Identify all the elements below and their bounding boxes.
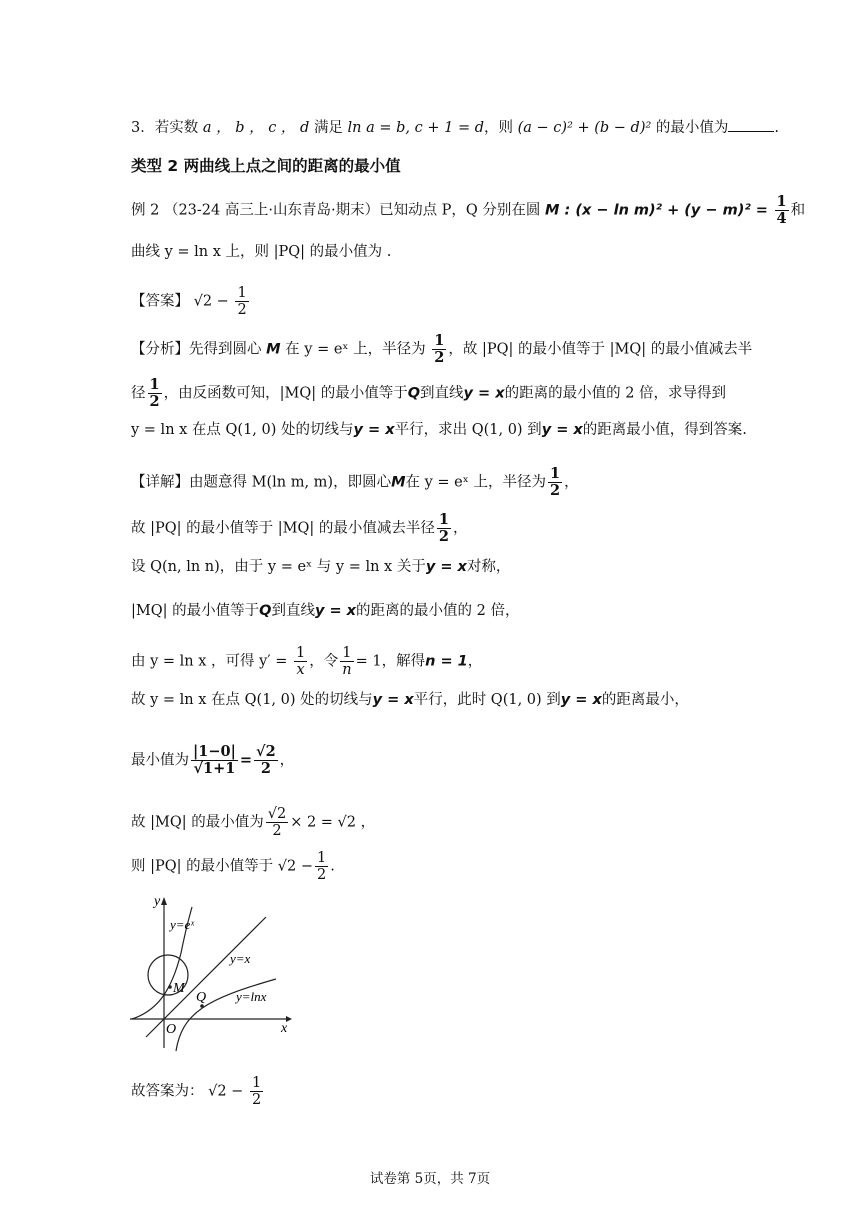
half-den: 2 bbox=[550, 482, 561, 499]
detail-l9end: . bbox=[330, 858, 335, 875]
detail-l6a: 故 y = ln x 在点 Q(1, 0) 处的切线与 bbox=[131, 692, 373, 708]
analysis-l3b: y = x bbox=[353, 422, 395, 438]
y-axis-label: y bbox=[154, 894, 161, 909]
detail-l6b: y = x bbox=[372, 692, 414, 708]
x-axis-label: x bbox=[281, 1021, 288, 1036]
detail-line3 bbox=[131, 557, 510, 577]
analysis-line3 bbox=[131, 420, 747, 440]
half-fraction bbox=[437, 512, 451, 545]
example-2-line2: 曲线 y = ln x 上，则 |PQ| 的最小值为 . bbox=[131, 244, 392, 260]
detail-l1a: 由题意得 M(ln m, m)，即圆心 bbox=[189, 474, 392, 491]
half-den: 2 bbox=[316, 867, 327, 883]
half-fraction bbox=[148, 377, 162, 410]
ex2-and: 和 bbox=[790, 202, 806, 219]
origin-label: O bbox=[166, 1022, 177, 1037]
final-fraction bbox=[250, 1075, 263, 1108]
point-M-label: M bbox=[173, 981, 185, 996]
distance-num: |1−0| bbox=[193, 743, 236, 760]
detail-l5e: ， bbox=[467, 653, 483, 670]
analysis-l1a: 先得到圆心 bbox=[189, 341, 262, 358]
detail-l3b: y = x bbox=[425, 559, 467, 575]
half-fraction bbox=[432, 333, 446, 366]
half-num: 1 bbox=[550, 465, 561, 482]
half-num: 1 bbox=[434, 332, 445, 349]
detail-l4d: y = x bbox=[314, 603, 357, 619]
page-footer: 试卷第 5页，共 7页 bbox=[369, 1171, 491, 1187]
oon-den: n bbox=[342, 662, 352, 678]
detail-l6d: y = x bbox=[560, 692, 602, 708]
q3-then: ，则 bbox=[484, 120, 514, 136]
circle-num: 1 bbox=[776, 193, 787, 210]
one-over-n-fraction bbox=[340, 645, 353, 678]
point-Q-label: Q bbox=[196, 990, 207, 1005]
q3-vars: a ， b ， c ， d bbox=[202, 120, 310, 136]
answer-blank bbox=[728, 117, 774, 132]
ex2-text: 例 2 （23-24 高三上·山东青岛·期末）已知动点 P，Q 分别在圆 bbox=[131, 202, 541, 219]
analysis-l2f: 的距离的最小值的 2 倍，求导得到 bbox=[504, 385, 727, 402]
analysis-label: 【分析】 bbox=[131, 341, 189, 358]
detail-line2 bbox=[131, 512, 467, 545]
detail-l4c: 到直线 bbox=[271, 603, 315, 619]
detail-l1b: M bbox=[391, 474, 406, 491]
answer-value: √2 − bbox=[193, 293, 229, 310]
detail-l3c: 对称， bbox=[466, 559, 511, 575]
detail-line7 bbox=[131, 744, 294, 777]
mq-den: 2 bbox=[272, 823, 282, 839]
half-num: 1 bbox=[316, 850, 327, 866]
analysis-l3e: 的距离最小值，得到答案. bbox=[582, 422, 747, 438]
analysis-l1c: 在 y = eˣ 上，半径为 bbox=[285, 341, 426, 358]
exp-label: y=eˣ bbox=[170, 917, 194, 932]
detail-l8b: × 2 = √2 ， bbox=[290, 814, 376, 831]
analysis-l2e: y = x bbox=[463, 385, 505, 402]
y-axis-arrow bbox=[161, 897, 167, 905]
analysis-l2b: ，由反函数可知，|MQ| 的最小值等于 bbox=[163, 385, 408, 402]
distance-result-fraction bbox=[254, 744, 278, 777]
detail-line9 bbox=[131, 850, 335, 883]
section-heading: 类型 2 两曲线上点之间的距离的最小值 bbox=[131, 157, 401, 175]
detail-l1c: 在 y = eˣ 上，半径为 bbox=[405, 474, 547, 491]
q3-prefix: 3．若实数 bbox=[131, 120, 199, 136]
pq-fraction bbox=[315, 850, 328, 883]
answer-fraction bbox=[235, 285, 248, 318]
detail-l8a: 故 |MQ| 的最小值为 bbox=[131, 814, 264, 831]
answer-label: 【答案】 bbox=[131, 293, 189, 310]
half-den: 2 bbox=[434, 349, 445, 366]
function-graph bbox=[126, 893, 296, 1053]
detail-l5a: 由 y = ln x ，可得 y′ = bbox=[131, 653, 288, 670]
analysis-l2d: 到直线 bbox=[420, 385, 464, 402]
distance-rnum: √2 bbox=[256, 743, 276, 760]
distance-fraction bbox=[191, 744, 238, 777]
detail-line6 bbox=[131, 690, 689, 710]
detail-line5 bbox=[131, 645, 482, 678]
detail-l2b: ， bbox=[452, 520, 468, 537]
half-fraction bbox=[548, 466, 562, 499]
q3-expression: (a − c)² + (b − d)² bbox=[517, 120, 652, 136]
circle-equation: M : (x − ln m)² + (y − m)² = bbox=[545, 202, 768, 219]
detail-l4e: 的距离的最小值的 2 倍， bbox=[356, 603, 520, 619]
analysis-line1 bbox=[131, 333, 752, 366]
half-den: 2 bbox=[438, 528, 449, 545]
detail-l1d: ， bbox=[564, 474, 579, 491]
detail-label: 【详解】 bbox=[131, 474, 189, 491]
detail-l2a: 故 |PQ| 的最小值等于 |MQ| 的最小值减去半径 bbox=[131, 520, 435, 537]
detail-l4a: |MQ| 的最小值等于 bbox=[131, 603, 260, 619]
distance-eq: = bbox=[239, 752, 253, 769]
analysis-l2c: Q bbox=[407, 385, 421, 402]
half-num: 1 bbox=[438, 511, 449, 528]
final-value: √2 − bbox=[208, 1083, 244, 1100]
detail-l7end: ， bbox=[279, 752, 295, 769]
q3-suffix: 的最小值为 bbox=[655, 120, 729, 136]
circle-fraction bbox=[775, 194, 789, 227]
final-num: 1 bbox=[251, 1075, 262, 1091]
detail-l6e: 的距离最小， bbox=[601, 692, 689, 708]
analysis-l2a: 径 bbox=[131, 385, 146, 402]
q3-condition: ln a = b, c + 1 = d bbox=[347, 120, 485, 136]
detail-l7a: 最小值为 bbox=[131, 752, 189, 769]
analysis-l3d: y = x bbox=[541, 422, 583, 438]
detail-l4b: Q bbox=[259, 603, 272, 619]
answer-num: 1 bbox=[237, 285, 247, 301]
detail-line4 bbox=[131, 601, 519, 621]
circle-den: 4 bbox=[776, 210, 787, 227]
detail-l5b: ，令 bbox=[309, 653, 339, 670]
oon-num: 1 bbox=[340, 645, 353, 662]
oox-den: x bbox=[296, 662, 305, 678]
oox-num: 1 bbox=[296, 645, 306, 661]
mq-fraction bbox=[266, 806, 288, 839]
detail-line1 bbox=[131, 466, 579, 499]
detail-line8 bbox=[131, 806, 375, 839]
analysis-l3a: y = ln x 在点 Q(1, 0) 处的切线与 bbox=[131, 422, 354, 438]
distance-den: √1+1 bbox=[193, 760, 236, 777]
detail-l6c: 平行，此时 Q(1, 0) 到 bbox=[413, 692, 561, 708]
q3-cond-text: 满足 bbox=[313, 120, 343, 136]
final-den: 2 bbox=[251, 1092, 262, 1108]
detail-l5c: = 1，解得 bbox=[355, 653, 426, 670]
ln-label: y=lnx bbox=[236, 989, 267, 1004]
answer-line bbox=[131, 285, 251, 318]
final-text: 故答案为： bbox=[131, 1083, 204, 1100]
one-over-x-fraction bbox=[294, 645, 307, 678]
point-M bbox=[168, 985, 172, 989]
line-label: y=x bbox=[230, 951, 251, 966]
analysis-l1d: ，故 |PQ| 的最小值等于 |MQ| 的最小值减去半 bbox=[448, 341, 753, 358]
half-den: 2 bbox=[149, 393, 160, 410]
analysis-line2 bbox=[131, 377, 726, 410]
question-3 bbox=[131, 117, 779, 138]
answer-den: 2 bbox=[237, 302, 247, 318]
detail-l5d: n = 1 bbox=[425, 653, 468, 670]
analysis-l1b: M bbox=[266, 341, 281, 358]
q3-end: . bbox=[774, 120, 780, 136]
detail-l3a: 设 Q(n, ln n)，由于 y = eˣ 与 y = ln x 关于 bbox=[131, 559, 426, 575]
detail-l9a: 则 |PQ| 的最小值等于 √2 − bbox=[131, 858, 313, 875]
mq-num: √2 bbox=[267, 806, 287, 822]
final-answer bbox=[131, 1075, 265, 1108]
analysis-l3c: 平行，求出 Q(1, 0) 到 bbox=[394, 422, 542, 438]
half-num: 1 bbox=[149, 376, 160, 393]
distance-rden: 2 bbox=[260, 760, 271, 777]
example-2-line1 bbox=[131, 194, 805, 227]
